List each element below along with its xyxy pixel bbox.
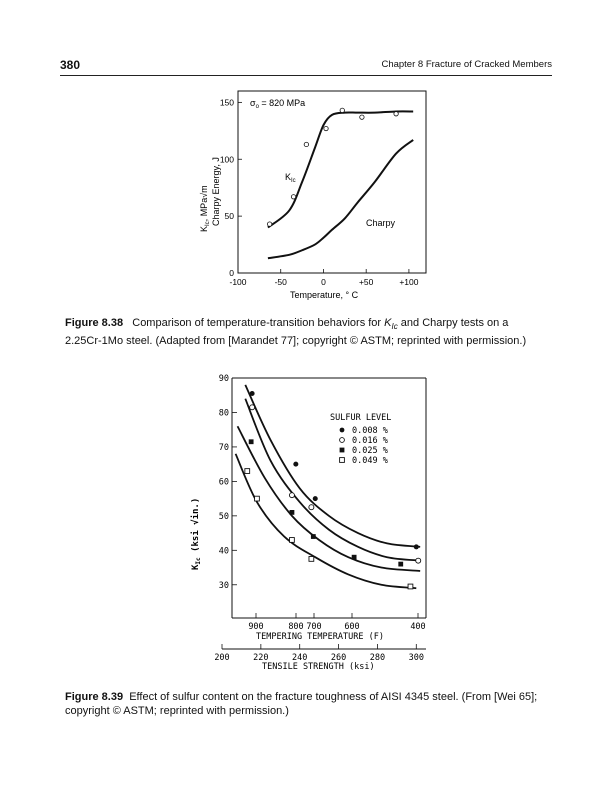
figure2-tensile-tick-label: 260 bbox=[330, 653, 347, 663]
legend-title: SULFUR LEVEL bbox=[330, 413, 392, 423]
sulfur-legend bbox=[330, 413, 391, 466]
figure-8-39-chart bbox=[0, 370, 613, 680]
figure-8-39-label: Figure 8.39 bbox=[65, 691, 124, 703]
figure1-kic-data-point bbox=[267, 222, 271, 226]
tempering-temperature-label: TEMPERING TEMPERATURE (F) bbox=[256, 632, 384, 642]
figure2-y-tick-label: 60 bbox=[218, 477, 229, 488]
figure2-point-filled-square bbox=[352, 555, 357, 560]
figure1-x-tick-label: -100 bbox=[229, 277, 247, 287]
figure-8-38-chart bbox=[0, 0, 613, 310]
figure1-y-tick-label: 50 bbox=[224, 211, 234, 222]
legend-marker-open-square bbox=[340, 458, 345, 463]
figure2-point-filled-circle bbox=[313, 496, 318, 501]
figure2-axes bbox=[214, 374, 426, 663]
sigma-annotation: $\sigma_o = 820$ MPa bbox=[250, 98, 306, 110]
legend-entry-3: 0.025 % bbox=[352, 446, 388, 456]
figure2-marks bbox=[236, 385, 421, 589]
figure1-kic-data-point bbox=[291, 195, 295, 199]
figure2-point-open-circle bbox=[250, 405, 255, 410]
figure2-point-filled-circle bbox=[250, 391, 255, 396]
figure1-y-axis-label-kic: $K_{Ic}$, MPa√m bbox=[199, 185, 211, 232]
kic-curve-label: $K_{Ic}$ bbox=[285, 172, 296, 184]
figure1-y-tick-label: 100 bbox=[219, 154, 234, 165]
figure-8-39-caption: Figure 8.39 Effect of sulfur content on the fracture toughness of AISI 4345 steel. (From [Wei 65]; copyright © ASTM; reprinted with permission.) bbox=[65, 691, 538, 717]
figure2-point-filled-square bbox=[249, 439, 254, 444]
figure1-plot-frame bbox=[238, 91, 426, 273]
figure2-tempering-tick-label: 600 bbox=[344, 622, 360, 632]
figure1-x-axis-label: Temperature, ° C bbox=[290, 290, 359, 300]
figure2-y-tick-label: 70 bbox=[218, 442, 229, 453]
figure2-tempering-tick-label: 800 bbox=[288, 622, 304, 632]
figure2-point-open-circle bbox=[416, 558, 421, 563]
figure2-point-open-circle bbox=[289, 493, 294, 498]
figure2-tempering-tick-label: 900 bbox=[248, 622, 264, 632]
legend-entry-2: 0.016 % bbox=[352, 436, 388, 446]
figure2-point-open-square bbox=[309, 557, 314, 562]
figure2-y-tick-label: 30 bbox=[218, 580, 229, 591]
figure2-point-open-square bbox=[408, 584, 413, 589]
figure2-point-filled-square bbox=[290, 510, 295, 515]
legend-entry-1: 0.008 % bbox=[352, 426, 388, 436]
figure2-y-tick-label: 40 bbox=[218, 546, 229, 557]
figure1-kic-data-point bbox=[304, 142, 308, 146]
figure1-y-tick-label: 150 bbox=[219, 97, 234, 108]
legend-marker-filled-square bbox=[340, 448, 345, 453]
figure2-point-open-square bbox=[290, 538, 295, 543]
figure2-point-filled-circle bbox=[293, 462, 298, 467]
figure2-point-filled-square bbox=[311, 534, 316, 539]
figure2-point-open-circle bbox=[309, 505, 314, 510]
figure1-series-line-charpy bbox=[268, 140, 413, 258]
charpy-curve-label: Charpy bbox=[366, 218, 396, 228]
figure1-x-tick-label: +50 bbox=[358, 277, 374, 287]
figure2-tensile-tick-label: 220 bbox=[253, 653, 269, 663]
running-title: Chapter 8 Fracture of Cracked Members bbox=[381, 59, 552, 70]
figure1-axes bbox=[220, 91, 426, 287]
figure2-tempering-tick-label: 400 bbox=[410, 622, 426, 632]
figure1-y-tick-label: 0 bbox=[229, 268, 234, 278]
figure2-y-tick-label: 90 bbox=[218, 374, 229, 384]
figure2-y-tick-label: 80 bbox=[218, 408, 229, 419]
page-number: 380 bbox=[60, 58, 81, 72]
figure-8-38-label: Figure 8.38 bbox=[65, 317, 124, 329]
legend-entry-4: 0.049 % bbox=[352, 456, 388, 466]
figure1-y-axis-label-charpy: Charpy Energy, J bbox=[211, 157, 221, 226]
figure1-x-tick-label: +100 bbox=[399, 277, 419, 287]
figure1-kic-data-point bbox=[360, 115, 364, 119]
tensile-strength-label: TENSILE STRENGTH (ksi) bbox=[262, 662, 375, 672]
figure2-tensile-tick-label: 240 bbox=[292, 653, 308, 663]
figure2-point-open-square bbox=[255, 496, 260, 501]
figure1-x-tick-label: 0 bbox=[321, 277, 326, 287]
figure1-marks bbox=[267, 108, 413, 258]
figure2-point-open-square bbox=[245, 469, 250, 474]
figure1-x-tick-label: -50 bbox=[274, 277, 287, 287]
figure2-tensile-tick-label: 280 bbox=[369, 653, 386, 663]
figure-8-38-caption: Figure 8.38 Comparison of temperature-transition behaviors for $K_{Ic}$ and Charpy tests on a 2.25Cr-1Mo steel. (Adapted from [Marandet 77]; copyright © ASTM; reprinted with permission.) bbox=[65, 317, 527, 348]
figure2-point-filled-square bbox=[398, 562, 403, 567]
figure1-series-line-kic bbox=[268, 111, 413, 227]
figure2-tempering-tick-label: 700 bbox=[306, 622, 322, 632]
figure2-y-tick-label: 50 bbox=[218, 511, 229, 522]
legend-marker-open-circle bbox=[340, 438, 345, 443]
figure2-tensile-tick-label: 200 bbox=[214, 653, 230, 663]
figure1-kic-data-point bbox=[394, 112, 398, 116]
figure2-point-filled-circle bbox=[414, 544, 419, 549]
figure1-kic-data-point bbox=[340, 108, 344, 112]
figure1-kic-data-point bbox=[324, 126, 328, 130]
legend-marker-filled-circle bbox=[340, 428, 345, 433]
figure2-y-axis-label: $K_{Ic}$ (ksi √in.) bbox=[191, 497, 202, 570]
figure2-tensile-tick-label: 300 bbox=[408, 653, 424, 663]
